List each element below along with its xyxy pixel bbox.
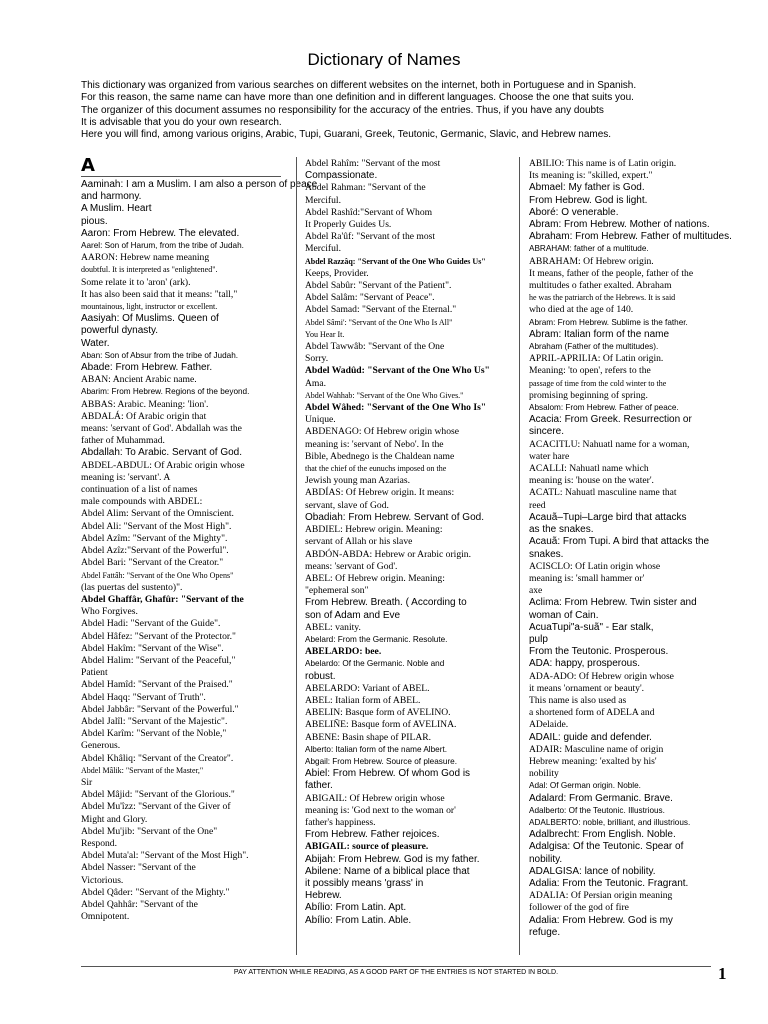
entry-line: pulp — [529, 633, 548, 645]
entry-line: Aarel: Son of Harum, from the tribe of Judah. — [81, 241, 244, 251]
entry-line: Abílio: From Latin. Able. — [305, 914, 412, 926]
entry-line: Hebrew meaning: 'exalted by his' — [529, 755, 657, 767]
entry-line: Abdel Razzâq: "Servant of the One Who Guides Us" — [305, 256, 486, 266]
entry-line: From Hebrew. Breath. ( According to — [305, 597, 467, 609]
entry-line: it possibly means 'grass' in — [305, 877, 424, 889]
entry-line: Abdel Ali: "Servant of the Most High". — [81, 520, 232, 532]
entry-line: servant of Allah or his slave — [305, 536, 413, 548]
entry-line: mountainous, light, instructor or excellent. — [81, 302, 218, 312]
entry-line: Aaminah: I am a Muslim. I am also a person of peace — [81, 179, 318, 190]
entry-line: Abdel Sâmi': "Servant of the One Who Is All" — [305, 317, 453, 327]
entry-line: ABILIO: This name is of Latin origin. — [529, 158, 677, 169]
entry-line: and harmony. — [81, 191, 142, 203]
entry-line: ABELARDO: Variant of ABEL. — [305, 682, 430, 694]
entry-line: ADA: happy, prosperous. — [529, 658, 640, 670]
entry-line: Abdel Ghaffâr, Ghafûr: "Servant of the — [81, 593, 244, 605]
entry-line: son of Adam and Eve — [305, 609, 401, 621]
entry-line: Absalom: From Hebrew. Father of peace. — [529, 403, 679, 413]
entry-line: Abdel Qâder: "Servant of the Mighty." — [81, 886, 230, 898]
entry-line: Who Forgives. — [81, 606, 138, 618]
intro-line: For this reason, the same name can have more than one definition and in different languages. Choose the one that suits you. — [81, 92, 634, 104]
intro-line: Here you will find, among various origins, Arabic, Tupi, Guarani, Greek, Teutonic, Germanic, Slavic, and Hebrew names. — [81, 129, 612, 141]
entry-line: Aban: Son of Absur from the tribe of Judah. — [81, 350, 239, 360]
entry-line: Abdel Mu'jib: "Servant of the One" — [81, 825, 218, 837]
entry-line: Abdel Tawwâb: "Servant of the One — [305, 341, 445, 353]
entry-line: Abdel Khâliq: "Servant of the Creator". — [81, 752, 234, 764]
footer-note: PAY ATTENTION WHILE READING, AS A GOOD PART OF THE ENTRIES IS NOT STARTED IN BOLD. — [233, 969, 559, 976]
entry-line: ACISCLO: Of Latin origin whose — [529, 560, 661, 572]
entry-line: From the Teutonic. Prosperous. — [529, 646, 669, 658]
entry-line: APRIL-APRILIA: Of Latin origin. — [529, 353, 664, 365]
entry-line: servant, slave of God. — [305, 499, 389, 511]
entry-line: meaning is: 'God next to the woman or' — [305, 804, 456, 816]
entry-line: promising beginning of spring. — [529, 389, 648, 401]
section-letter: A — [81, 155, 95, 176]
entry-line: Adalard: From Germanic. Brave. — [529, 792, 673, 804]
entry-line: Unique. — [305, 414, 336, 426]
entry-line: ABELIÑE: Basque form of AVELINA. — [305, 719, 457, 731]
entry-line: Its meaning is: "skilled, expert." — [529, 170, 653, 182]
entry-line: It has also been said that it means: "tall," — [81, 288, 238, 300]
entry-line: Abilene: Name of a biblical place that — [305, 865, 470, 877]
entry-line: This name is also used as — [529, 694, 627, 706]
entry-line: Abdel Hamîd: "Servant of the Praised." — [81, 679, 233, 691]
entry-line: ABDIEL: Hebrew origin. Meaning: — [305, 524, 443, 536]
entry-line: means: 'servant of God'. Abdallah was the — [81, 423, 242, 435]
entry-line: Abarim: From Hebrew. Regions of the beyond. — [81, 387, 250, 397]
entry-line: Abdel Salâm: "Servant of Peace". — [305, 292, 435, 304]
section-divider — [81, 176, 281, 177]
entry-line: sincere. — [529, 426, 565, 438]
entry-line: Abdel Fattâh: "Servant of the One Who Opens" — [81, 570, 234, 580]
entry-line: Abdel Halim: "Servant of the Peaceful," — [81, 654, 236, 666]
entry-line: ABIGAIL: source of pleasure. — [305, 841, 429, 853]
entry-line: Abdel Haqq: "Servant of Truth". — [81, 691, 206, 703]
entry-line: ADALGISA: lance of nobility. — [529, 865, 656, 877]
entry-line: Acauã–Tupi–Large bird that attacks — [529, 511, 687, 523]
entry-line: ABDÍAS: Of Hebrew origin. It means: — [305, 487, 455, 499]
entry-line: father. — [305, 780, 333, 792]
entry-line: ADAIL: guide and defender. — [529, 731, 652, 743]
entry-line: Aasiyah: Of Muslims. Queen of — [81, 313, 219, 325]
entry-line: Omnipotent. — [81, 911, 130, 923]
column-2 — [305, 158, 510, 927]
entry-line: nobility. — [529, 853, 563, 865]
entry-line: Alberto: Italian form of the name Albert. — [305, 744, 447, 754]
entry-line: Abraham: From Hebrew. Father of multitudes. — [529, 231, 732, 243]
intro-paragraph — [81, 80, 701, 141]
entry-line: ABDENAGO: Of Hebrew origin whose — [305, 426, 460, 438]
entry-line: woman of Cain. — [529, 609, 599, 621]
entry-line: multitudes o father exalted. Abraham — [529, 280, 672, 292]
entry-line: Obadiah: From Hebrew. Servant of God. — [305, 511, 484, 523]
entry-line: meaning is: 'small hammer or' — [529, 572, 645, 584]
entry-line: ADALBERTO: noble, brilliant, and illustrious. — [529, 817, 691, 827]
entry-line: Compassionate. — [305, 170, 378, 182]
entry-line: meaning is: 'servant'. A — [81, 471, 171, 483]
entry-line: Ama. — [305, 377, 327, 389]
entry-line: Adalbrecht: From English. Noble. — [529, 829, 676, 841]
entry-line: Aaron: From Hebrew. The elevated. — [81, 227, 240, 239]
entry-line: robust. — [305, 670, 336, 682]
entry-line: Merciful. — [305, 194, 341, 206]
entry-line: Bible, Abednego is the Chaldean name — [305, 450, 455, 462]
entry-line: You Hear It. — [305, 329, 345, 339]
entry-line: ABIGAIL: Of Hebrew origin whose — [305, 792, 445, 804]
entry-line: ADALIA: Of Persian origin meaning — [529, 890, 673, 902]
entry-line: a shortened form of ADELA and — [529, 707, 655, 719]
entry-line: pious. — [81, 215, 108, 227]
entry-line: Abdel Hadi: "Servant of the Guide". — [81, 618, 221, 630]
column-divider — [296, 157, 297, 955]
entry-line: Adalia: From Hebrew. God is my — [529, 914, 673, 926]
entry-line: Abdel Rahman: "Servant of the — [305, 182, 426, 194]
entry-line: ABELARDO: bee. — [305, 646, 382, 658]
entry-line: Abdel Nasser: "Servant of the — [81, 862, 196, 874]
entry-line: doubtful. It is interpreted as "enlightened". — [81, 265, 218, 275]
entry-line: Abelard: From the Germanic. Resolute. — [305, 634, 448, 644]
entry-line: Abdel Rahîm: "Servant of the most — [305, 158, 441, 169]
entry-line: meaning is: 'servant of Nebo'. In the — [305, 438, 444, 450]
entry-line: Abijah: From Hebrew. God is my father. — [305, 853, 480, 865]
entry-line: AARON: Hebrew name meaning — [81, 252, 210, 264]
entry-line: Abdallah: To Arabic. Servant of God. — [81, 447, 243, 459]
page-title: Dictionary of Names — [307, 50, 461, 69]
entry-line: refuge. — [529, 926, 561, 938]
intro-line: The organizer of this document assumes no responsibility for the accuracy of the entries. Thus, if you have any doubts — [81, 104, 604, 116]
column-3 — [529, 158, 739, 939]
entry-line: Sorry. — [305, 353, 329, 365]
entry-line: Adalgisa: Of the Teutonic. Spear of — [529, 841, 684, 853]
entry-line: passage of time from the cold winter to the — [529, 378, 667, 388]
entry-line: that the chief of the eunuchs imposed on the — [305, 464, 447, 474]
entry-line: Abdel Ra'ûf: "Servant of the most — [305, 231, 436, 243]
entry-line: Abgail: From Hebrew. Source of pleasure. — [305, 756, 457, 766]
entry-line: Abdel Jalîl: "Servant of the Majestic". — [81, 715, 228, 727]
entry-line: Water. — [81, 337, 110, 349]
entry-line: follower of the god of fire — [529, 902, 629, 914]
entry-line: it means 'ornament or beauty'. — [529, 682, 645, 694]
entry-line: Might and Glory. — [81, 813, 148, 825]
entry-line: Abraham (Father of the multitudes). — [529, 342, 659, 352]
entry-line: Adalberto: Of the Teutonic. Illustrious. — [529, 805, 665, 815]
entry-line: reed — [529, 499, 546, 511]
entry-line: meaning is: 'house on the water'. — [529, 475, 654, 487]
entry-line: Abiel: From Hebrew. Of whom God is — [305, 768, 471, 780]
intro-line: It is advisable that you do your own research. — [81, 116, 282, 128]
entry-line: ACATL: Nahuatl masculine name that — [529, 487, 677, 499]
entry-line: Abdel Karîm: "Servant of the Noble," — [81, 728, 227, 740]
entry-line: Merciful. — [305, 243, 341, 255]
entry-line: "ephemeral son" — [305, 585, 369, 597]
entry-line: Abdel Mâlik: "Servant of the Master," — [81, 765, 204, 775]
entry-line: Abdel Samad: "Servant of the Eternal." — [305, 304, 457, 316]
entry-line: Respond. — [81, 837, 117, 849]
entry-line: Victorious. — [81, 874, 124, 886]
entry-line: Some relate it to 'aron' (ark). — [81, 276, 191, 288]
entry-line: From Hebrew. Father rejoices. — [305, 829, 440, 841]
entry-line: Abdel Sabûr: "Servant of the Patient". — [305, 280, 452, 292]
entry-line: Abdel Jabbâr: "Servant of the Powerful." — [81, 703, 239, 715]
entry-line: nobility — [529, 768, 559, 780]
entry-line: ABEL: Italian form of ABEL. — [305, 694, 421, 706]
entry-line: Aclima: From Hebrew. Twin sister and — [529, 597, 697, 609]
entry-line: continuation of a list of names — [81, 484, 198, 496]
entry-line: ABELIN: Basque form of AVELINO. — [305, 707, 451, 719]
entry-line: It means, father of the people, father of the — [529, 267, 694, 279]
entry-line: father of Muhammad. — [81, 435, 165, 447]
entry-line: ACALLI: Nahuatl name which — [529, 463, 649, 475]
entry-line: ABENE: Basin shape of PILAR. — [305, 731, 432, 743]
entry-line: water hare — [529, 450, 570, 462]
entry-line: Abdel Bari: "Servant of the Creator." — [81, 557, 224, 569]
entry-line: Abdel Hakîm: "Servant of the Wise". — [81, 642, 224, 654]
entry-line: ABBAS: Arabic. Meaning: 'lion'. — [81, 398, 209, 410]
entry-line: he was the patriarch of the Hebrews. It is said — [529, 293, 676, 303]
entry-line: ADAIR: Masculine name of origin — [529, 743, 664, 755]
entry-line: Jewish young man Azarias. — [305, 475, 410, 487]
entry-line: Abdel Wâhed: "Servant of the One Who Is" — [305, 402, 487, 414]
entry-line: Abdel Azîz:"Servant of the Powerful". — [81, 545, 229, 557]
entry-line: ABAN: Ancient Arabic name. — [81, 374, 197, 386]
entry-line: ABRAHAM: father of a multitude. — [529, 244, 649, 254]
entry-line: Abdel Qahhâr: "Servant of the — [81, 898, 198, 910]
entry-line: Abdel Rashîd:"Servant of Whom — [305, 206, 433, 218]
entry-line: Abdel Hâfez: "Servant of the Protector." — [81, 630, 236, 642]
entry-line: A Muslim. Heart — [81, 203, 152, 215]
entry-line: Sir — [81, 776, 93, 788]
entry-line: axe — [529, 585, 543, 597]
entry-line: (las puertas del sustento)". — [81, 581, 183, 593]
entry-line: Abdel Wadûd: "Servant of the One Who Us" — [305, 365, 490, 377]
entry-line: ABEL: Of Hebrew origin. Meaning: — [305, 572, 445, 584]
entry-line: Abade: From Hebrew. Father. — [81, 362, 213, 374]
entry-line: From Hebrew. God is light. — [529, 194, 648, 206]
entry-line: Meaning: 'to open', refers to the — [529, 365, 651, 377]
entry-line: male compounds with ABDEL: — [81, 496, 203, 508]
entry-line: Abílio: From Latin. Apt. — [305, 902, 407, 914]
entry-line: Adalia: From the Teutonic. Fragrant. — [529, 877, 689, 889]
entry-line: Aboré: O venerable. — [529, 206, 619, 218]
page-number: 1 — [718, 964, 727, 983]
entry-line: as the snakes. — [529, 524, 594, 536]
entry-line: Abram: From Hebrew. Mother of nations. — [529, 219, 710, 231]
entry-line: ADA-ADO: Of Hebrew origin whose — [529, 670, 674, 682]
entry-line: ABDALÁ: Of Arabic origin that — [81, 410, 207, 422]
entry-line: It Properly Guides Us. — [305, 219, 392, 231]
entry-line: Abdel Alim: Servant of the Omniscient. — [81, 508, 234, 520]
entry-line: powerful dynasty. — [81, 325, 159, 337]
entry-line: ABDÓN-ABDA: Hebrew or Arabic origin. — [305, 548, 471, 560]
intro-line: This dictionary was organized from various searches on different websites on the internet, both in Portuguese and in Spanish. — [81, 80, 637, 91]
entry-line: Abram: From Hebrew. Sublime is the father. — [529, 317, 688, 327]
entry-line: Abdel Mâjid: "Servant of the Glorious." — [81, 789, 235, 801]
entry-line: Acacia: From Greek. Resurrection or — [529, 414, 692, 426]
entry-line: means: 'servant of God'. — [305, 560, 398, 572]
entry-line: Abdel Mu'îzz: "Servant of the Giver of — [81, 801, 231, 813]
entry-line: Acauã: From Tupi. A bird that attacks the — [529, 536, 710, 548]
entry-line: ADelaide. — [529, 719, 569, 731]
entry-line: Hebrew. — [305, 890, 342, 902]
entry-line: ABEL: vanity. — [305, 621, 361, 633]
entry-line: snakes. — [529, 548, 564, 560]
entry-line: Abelardo: Of the Germanic. Noble and — [305, 659, 445, 669]
entry-line: AcuaTupi"a-suã" - Ear stalk, — [529, 621, 654, 633]
entry-line: ABDEL-ABDUL: Of Arabic origin whose — [81, 459, 245, 471]
entry-line: Abram: Italian form of the name — [529, 328, 670, 340]
entry-line: Abdel Muta'al: "Servant of the Most High". — [81, 850, 249, 862]
entry-line: Abdel Azîm: "Servant of the Mighty". — [81, 532, 228, 544]
entry-line: ABRAHAM: Of Hebrew origin. — [529, 255, 654, 267]
entry-line: Abdel Wahhab: "Servant of the One Who Gives." — [305, 390, 464, 400]
entry-line: Generous. — [81, 740, 121, 752]
entry-line: Abmael: My father is God. — [529, 182, 645, 194]
footer-divider — [81, 966, 711, 967]
entry-line: father's happiness. — [305, 816, 376, 828]
entry-line: Patient — [81, 667, 108, 679]
entry-line: who died at the age of 140. — [529, 304, 634, 316]
column-divider — [519, 157, 520, 955]
entry-line: Keeps, Provider. — [305, 267, 369, 279]
entry-line: Adal: Of German origin. Noble. — [529, 781, 641, 791]
entry-line: ACACITLU: Nahuatl name for a woman, — [529, 438, 690, 450]
